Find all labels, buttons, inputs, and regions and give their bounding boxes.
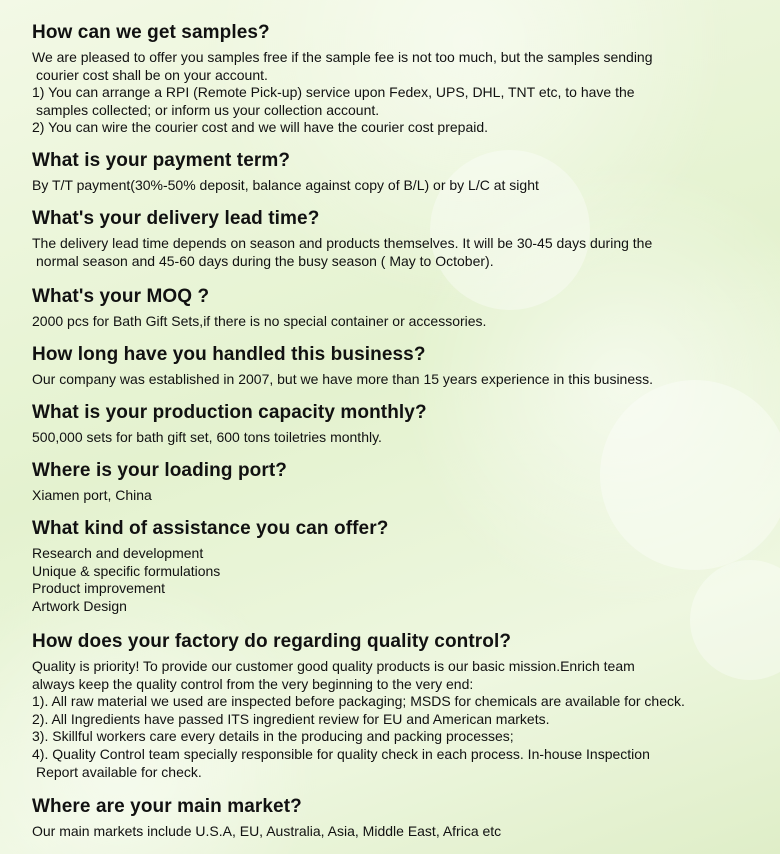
answer-line: Unique & specific formulations [32,562,221,579]
faq-question: What's your MOQ ? [32,286,210,307]
faq-answer [32,371,762,389]
faq-assistance [32,518,762,615]
faq-answer [32,429,762,447]
faq-samples [32,22,762,137]
faq-delivery-lead-time [32,208,762,270]
faq-moq [32,286,762,331]
faq-answer [32,823,762,841]
answer-line: always keep the quality control from the very beginning to the very end: [32,675,474,692]
answer-line: samples collected; or inform us your collection account. [36,101,380,118]
faq-question: How long have you handled this business? [32,344,426,365]
faq-question: What's your delivery lead time? [32,208,320,229]
faq-business-history [32,344,762,389]
faq-question: What kind of assistance you can offer? [32,518,389,539]
answer-line: Quality is priority! To provide our customer good quality products is our basic mission.Enrich team [32,658,635,674]
faq-answer [32,658,762,781]
answer-line: 2) You can wire the courier cost and we will have the courier cost prepaid. [32,119,489,136]
answer-line: 2). All Ingredients have passed ITS ingredient review for EU and American markets. [32,710,550,727]
faq-quality-control [32,631,762,781]
faq-answer [32,313,762,331]
faq-main-market [32,796,762,841]
answer-line: By T/T payment(30%-50% deposit, balance against copy of B/L) or by L/C at sight [32,177,539,193]
faq-question: Where are your main market? [32,796,302,817]
faq-question: Where is your loading port? [32,460,287,481]
answer-line: 1) You can arrange a RPI (Remote Pick-up) service upon Fedex, UPS, DHL, TNT etc, to have the [32,84,635,101]
answer-line: Xiamen port, China [32,487,152,503]
answer-line: Artwork Design [32,597,127,614]
faq-payment-term [32,150,762,195]
answer-line: 3). Skillful workers care every details in the producing and packing processes; [32,728,514,745]
faq-question: What is your payment term? [32,150,291,171]
answer-line: courier cost shall be on your account. [36,66,268,83]
faq-question: How does your factory do regarding quality control? [32,631,512,652]
answer-line: normal season and 45-60 days during the busy season ( May to October). [36,252,494,269]
faq-answer [32,49,762,137]
answer-line: Research and development [32,545,204,561]
answer-line: Product improvement [32,580,166,597]
faq-production-capacity [32,402,762,447]
faq-answer [32,177,762,195]
answer-line: Our main markets include U.S.A, EU, Australia, Asia, Middle East, Africa etc [32,823,502,839]
faq-answer [32,487,762,505]
answer-line: Report available for check. [36,763,202,780]
faq-loading-port [32,460,762,505]
faq-question: How can we get samples? [32,22,270,43]
answer-line: 500,000 sets for bath gift set, 600 tons toiletries monthly. [32,429,382,445]
answer-line: We are pleased to offer you samples free if the sample fee is not too much, but the samples sending [32,49,653,65]
answer-line: 4). Quality Control team specially responsible for quality check in each process. In-house Inspection [32,745,650,762]
answer-line: Our company was established in 2007, but we have more than 15 years experience in this business. [32,371,654,387]
answer-line: The delivery lead time depends on season and products themselves. It will be 30-45 days during the [32,235,653,251]
faq-answer [32,545,762,615]
faq-question: What is your production capacity monthly? [32,402,427,423]
answer-line: 2000 pcs for Bath Gift Sets,if there is no special container or accessories. [32,313,487,329]
faq-answer [32,235,762,270]
answer-line: 1). All raw material we used are inspected before packaging; MSDS for chemicals are available for check. [32,693,685,710]
